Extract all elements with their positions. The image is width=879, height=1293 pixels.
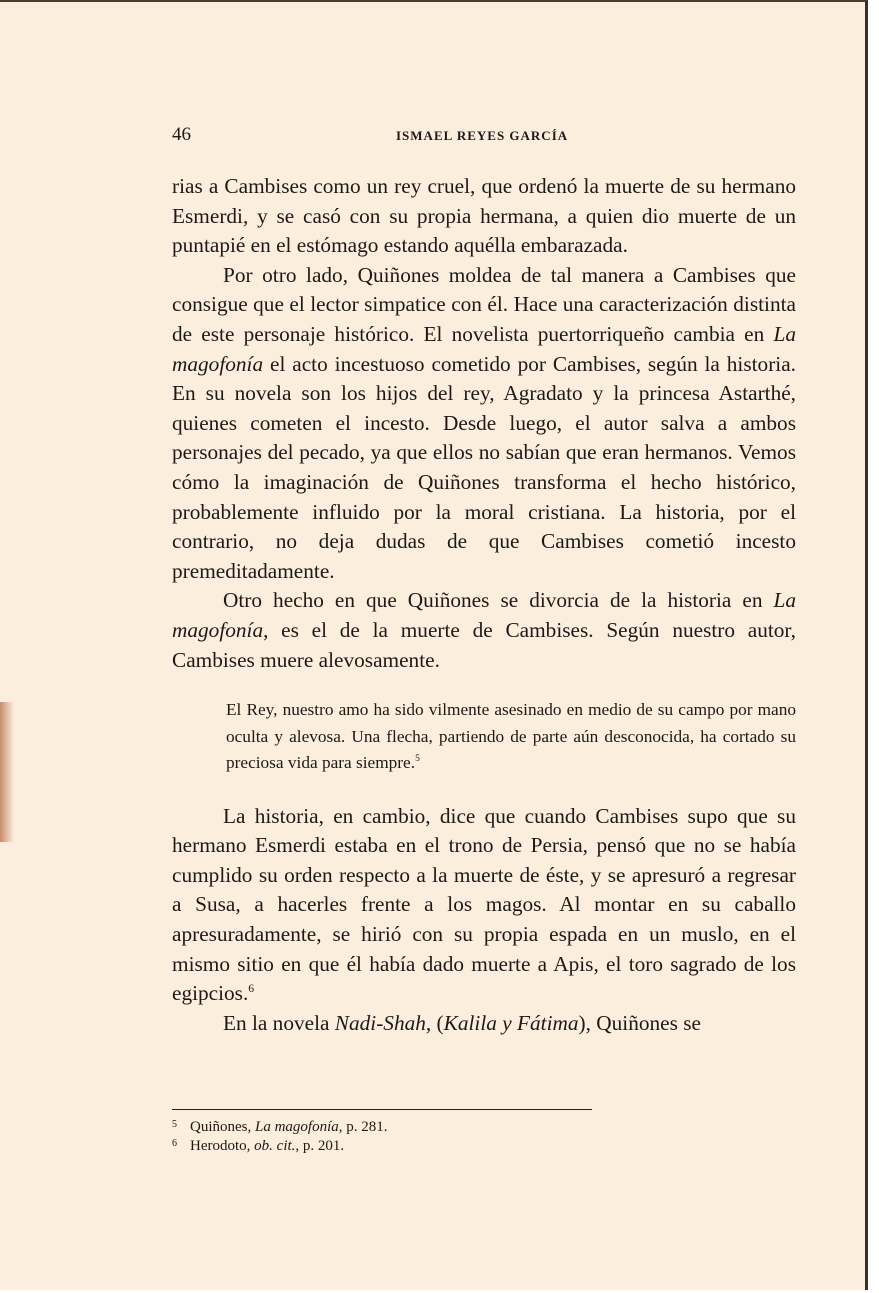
block-quote xyxy=(226,697,796,777)
footnote-text: , p. 281. xyxy=(338,1119,388,1135)
footnote-ref-6: 6 xyxy=(248,982,255,996)
paragraph-3-text-a: Otro hecho en que Quiñones se divorcia de la historia en xyxy=(223,588,774,613)
paragraph-1: rias a Cambises como un rey cruel, que ordenó la muerte de su hermano Esmerdi, y se casó con su propia hermana, a quien dio muerte de un puntapié en el estómago estando aquélla embarazada. xyxy=(172,174,796,258)
paragraph-3-text-b: , es el de la muerte de Cambises. Según nuestro autor, Cambises muere alevosamente. xyxy=(172,617,796,672)
body-text xyxy=(172,172,796,1038)
book-title-italic: La magofonía xyxy=(172,588,796,642)
quote-text: El Rey, nuestro amo ha sido vilmente asesinado en medio de su campo por mano oculta y alevosa. Una flecha, partiendo de parte aún desconocida, ha cortado su preciosa vida para siempre. xyxy=(226,700,796,773)
paragraph-4 xyxy=(172,802,796,1009)
page-edge-shadow xyxy=(0,702,14,842)
footnote-italic: ob. cit. xyxy=(254,1138,296,1154)
paragraph-3 xyxy=(172,586,796,675)
footnote-mark: 6 xyxy=(172,1138,177,1149)
paragraph-5-text-a: En la novela xyxy=(223,1010,335,1035)
footnote-6 xyxy=(172,1137,592,1156)
footnotes xyxy=(172,1109,592,1156)
paragraph-5-text-c: ), Quiñones se xyxy=(578,1010,701,1035)
book-title-italic: Nadi-Shah xyxy=(334,1010,426,1035)
page-header xyxy=(172,124,796,152)
page-number: 46 xyxy=(172,124,191,145)
footnote-5 xyxy=(172,1118,592,1137)
paragraph-2 xyxy=(172,261,796,587)
book-title-italic: La magofonía xyxy=(172,321,796,376)
paragraph-5-text-b: , ( xyxy=(425,1010,444,1035)
running-title: ISMAEL REYES GARCÍA xyxy=(396,128,569,143)
footnote-italic: La magofonía xyxy=(255,1119,339,1135)
paragraph-5 xyxy=(172,1009,796,1039)
paragraph-2-text-a: Por otro lado, Quiñones moldea de tal manera a Cambises que consigue que el lector simpatice con él. Hace una caracterización distinta de este personaje histórico. El novelista puertorriqueño cambia en xyxy=(172,262,796,346)
book-title-italic: Kalila y Fátima xyxy=(443,1010,579,1035)
footnote-ref-5: 5 xyxy=(415,754,420,765)
footnote-text: , p. 201. xyxy=(295,1138,345,1154)
footnote-text: Quiñones, xyxy=(190,1119,255,1135)
footnote-text: Herodoto, xyxy=(190,1138,255,1154)
paragraph-2-text-b: el acto incestuoso cometido por Cambises, según la historia. En su novela son los hijos del rey, Agradato y la princesa Astarthé, quienes cometen el incesto. Desde luego, el autor salva a ambos personajes del pecado, ya que ellos no sabían que eran hermanos. Vemos cómo la imaginación de Quiñones transforma el hecho histórico, probablemente influido por la moral cristiana. La historia, por el contrario, no deja dudas de que Cambises cometió incesto premeditadamente. xyxy=(172,351,796,583)
paragraph-4-text: La historia, en cambio, dice que cuando Cambises supo que su hermano Esmerdi estaba en el trono de Persia, pensó que no se había cumplido su orden respecto a la muerte de éste, y se apresuró a regresar a Susa, a hacerles frente a los magos. Al montar en su caballo apresuradamente, se hirió con su propia espada en un muslo, en el mismo sitio en que él había dado muerte a Apis, el toro sagrado de los egipcios. xyxy=(172,803,796,1006)
footnote-mark: 5 xyxy=(172,1119,177,1130)
